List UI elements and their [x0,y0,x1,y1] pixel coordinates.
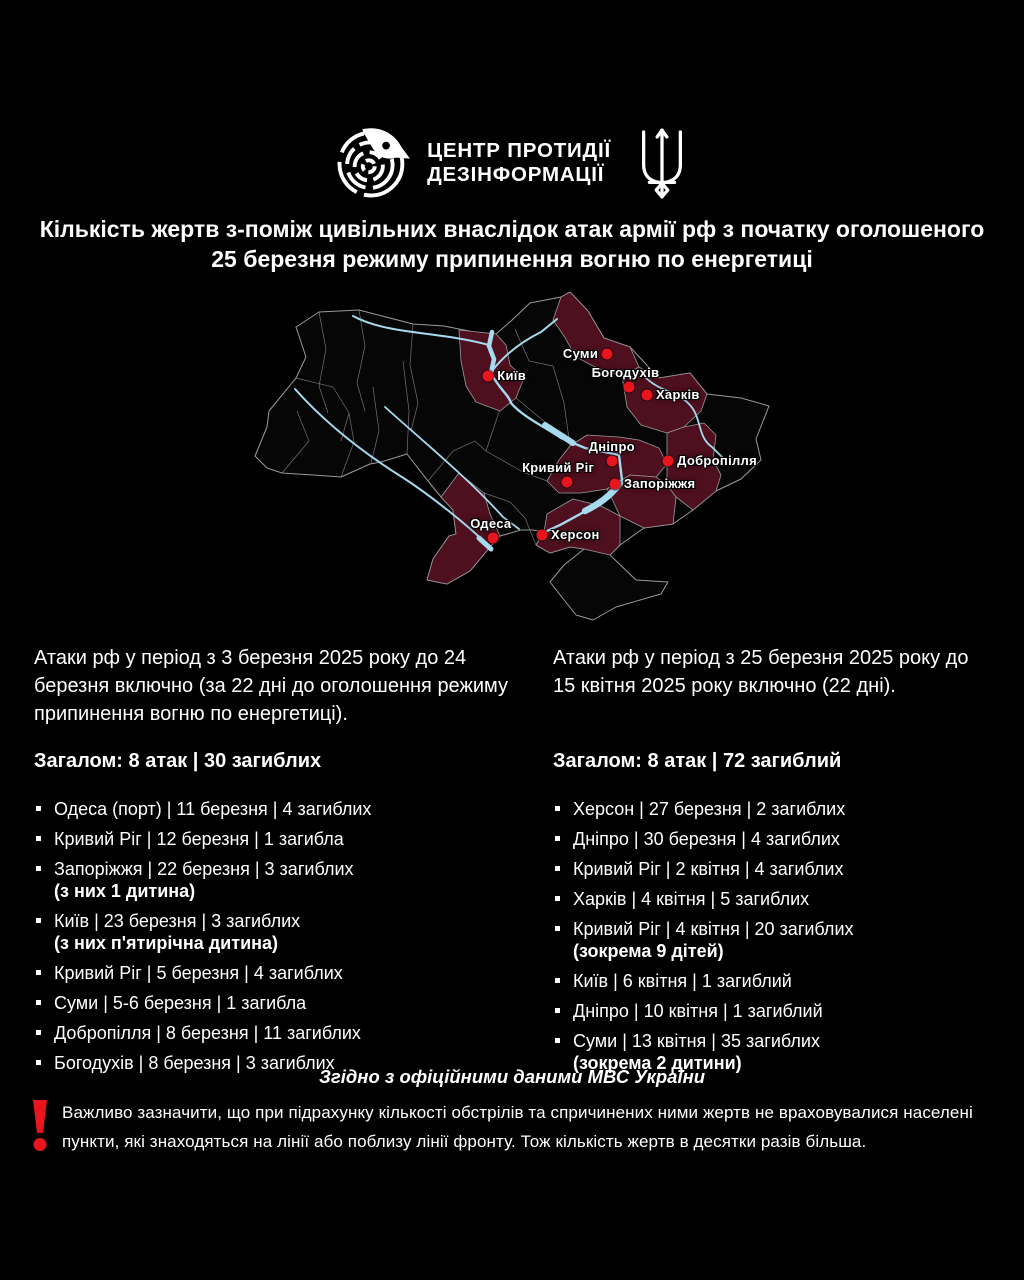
warning-text: Важливо зазначити, що при підрахунку кількості обстрілів та спричинених ними жертв не враховувалися населені пункти, які знаходяться на лінії або поблизу лінії фронту. Тож кількість жертв в десятки разів більша. [62,1103,973,1151]
data-source-note: Згідно з офіційними даними МВС України [318,1066,706,1087]
attack-item-text: Суми | 13 квітня | 35 загиблих (зокрема 2 дитини) [573,1031,820,1073]
city-marker [623,381,634,392]
attack-item-text: Одеса (порт) | 11 березня | 4 загиблих [54,799,372,819]
attack-item-children-note: (зокрема 2 дитини) [573,1053,742,1073]
bullet-square-icon [36,1000,41,1005]
attack-list-item [553,1000,990,1022]
warning-note [30,1098,994,1156]
city-marker [602,349,613,360]
title-line1: Кількість жертв з-поміж цивільних внаслідок атак армії рф з початку оголошеного [39,216,985,242]
attack-item-text: Кривий Ріг | 4 квітня | 20 загиблих (зокрема 9 дітей) [573,919,854,961]
tryzub-icon [633,126,691,200]
attack-list-item [553,798,990,820]
city-label: Київ [497,367,527,383]
city-label: Суми [562,346,599,362]
attack-item-text: Дніпро | 10 квітня | 1 загиблий [573,1001,823,1021]
left-attack-list [34,798,521,1074]
column-after-ceasefire [553,644,990,1082]
city-marker [537,530,548,541]
brand-name [427,139,611,187]
bullet-square-icon [36,970,41,975]
bullet-square-icon [555,1038,560,1043]
right-intro: Атаки рф у період з 25 березня 2025 року до 15 квітня 2025 року включно (22 дні). [553,647,969,697]
right-attack-list [553,798,990,1074]
right-total: Загалом: 8 атак | 72 загиблий [553,750,842,772]
attack-list-item [34,798,521,820]
bullet-square-icon [555,836,560,841]
attack-list-item [553,918,990,962]
brand-line1: ЦЕНТР ПРОТИДІЇ [427,138,611,162]
city-label: Запоріжжя [623,476,696,492]
city-label: Кривий Ріг [522,460,595,476]
bullet-square-icon [555,896,560,901]
attack-list-item [34,992,521,1014]
city-label: Богодухів [591,364,660,380]
city-marker [606,455,617,466]
attack-list-item [34,1022,521,1044]
attack-item-text: Херсон | 27 березня | 2 загиблих [573,799,846,819]
exclamation-icon [30,1100,50,1152]
attack-item-text: Київ | 6 квітня | 1 загиблий [573,971,792,991]
brand-line2: ДЕЗІНФОРМАЦІЇ [427,163,605,186]
attack-list-item [34,858,521,902]
bullet-square-icon [555,1008,560,1013]
title-line2: 25 березня режиму припинення вогню по енергетиці [211,246,813,272]
column-before-ceasefire [34,644,521,1082]
city-marker [663,455,674,466]
attack-list-item [34,828,521,850]
attack-item-text: Добропілля | 8 березня | 11 загиблих [54,1023,361,1043]
attack-item-text: Запоріжжя | 22 березня | 3 загиблих (з них 1 дитина) [54,859,354,901]
city-marker [483,370,494,381]
city-label: Дніпро [588,438,635,454]
bullet-square-icon [36,918,41,923]
attack-list-item [553,858,990,880]
bullet-square-icon [555,926,560,931]
infographic-title [0,214,1024,274]
city-marker [561,477,572,488]
bullet-square-icon [555,866,560,871]
city-label: Херсон [551,527,600,543]
city-label: Одеса [470,516,512,532]
attack-item-text: Богодухів | 8 березня | 3 загиблих [54,1053,335,1073]
left-intro: Атаки рф у період з 3 березня 2025 року до 24 березня включно (за 22 дні до оголошення режиму припинення вогню по енергетиці). [34,647,508,725]
bullet-square-icon [36,1060,41,1065]
bullet-square-icon [36,836,41,841]
left-total: Загалом: 8 атак | 30 загиблих [34,750,322,772]
attack-list-item [553,888,990,910]
cpd-owl-logo-icon [333,124,411,202]
bullet-square-icon [36,806,41,811]
city-marker [641,389,652,400]
bullet-square-icon [555,806,560,811]
attack-item-children-note: (зокрема 9 дітей) [573,941,724,961]
attack-list-item [34,910,521,954]
bullet-square-icon [36,866,41,871]
ukraine-map [253,290,770,622]
attack-list-item [553,970,990,992]
city-label: Харків [655,386,700,402]
bullet-square-icon [555,978,560,983]
attack-item-text: Кривий Ріг | 2 квітня | 4 загиблих [573,859,844,879]
attack-item-children-note: (з них п'ятирічна дитина) [54,933,279,953]
city-marker [609,479,620,490]
city-marker [487,533,498,544]
attack-list-item [553,828,990,850]
brand-header [0,124,1024,202]
bullet-square-icon [36,1030,41,1035]
attack-item-text: Суми | 5-6 березня | 1 загибла [54,993,307,1013]
attack-list-item [34,962,521,984]
city-label: Добропілля [677,452,757,468]
attack-item-children-note: (з них 1 дитина) [54,881,196,901]
attack-item-text: Кривий Ріг | 5 березня | 4 загиблих [54,963,343,983]
attack-item-text: Дніпро | 30 березня | 4 загиблих [573,829,840,849]
attack-item-text: Кривий Ріг | 12 березня | 1 загибла [54,829,344,849]
stats-columns [0,644,1024,1082]
attack-item-text: Харків | 4 квітня | 5 загиблих [573,889,810,909]
attack-item-text: Київ | 23 березня | 3 загиблих (з них п'ятирічна дитина) [54,911,301,953]
